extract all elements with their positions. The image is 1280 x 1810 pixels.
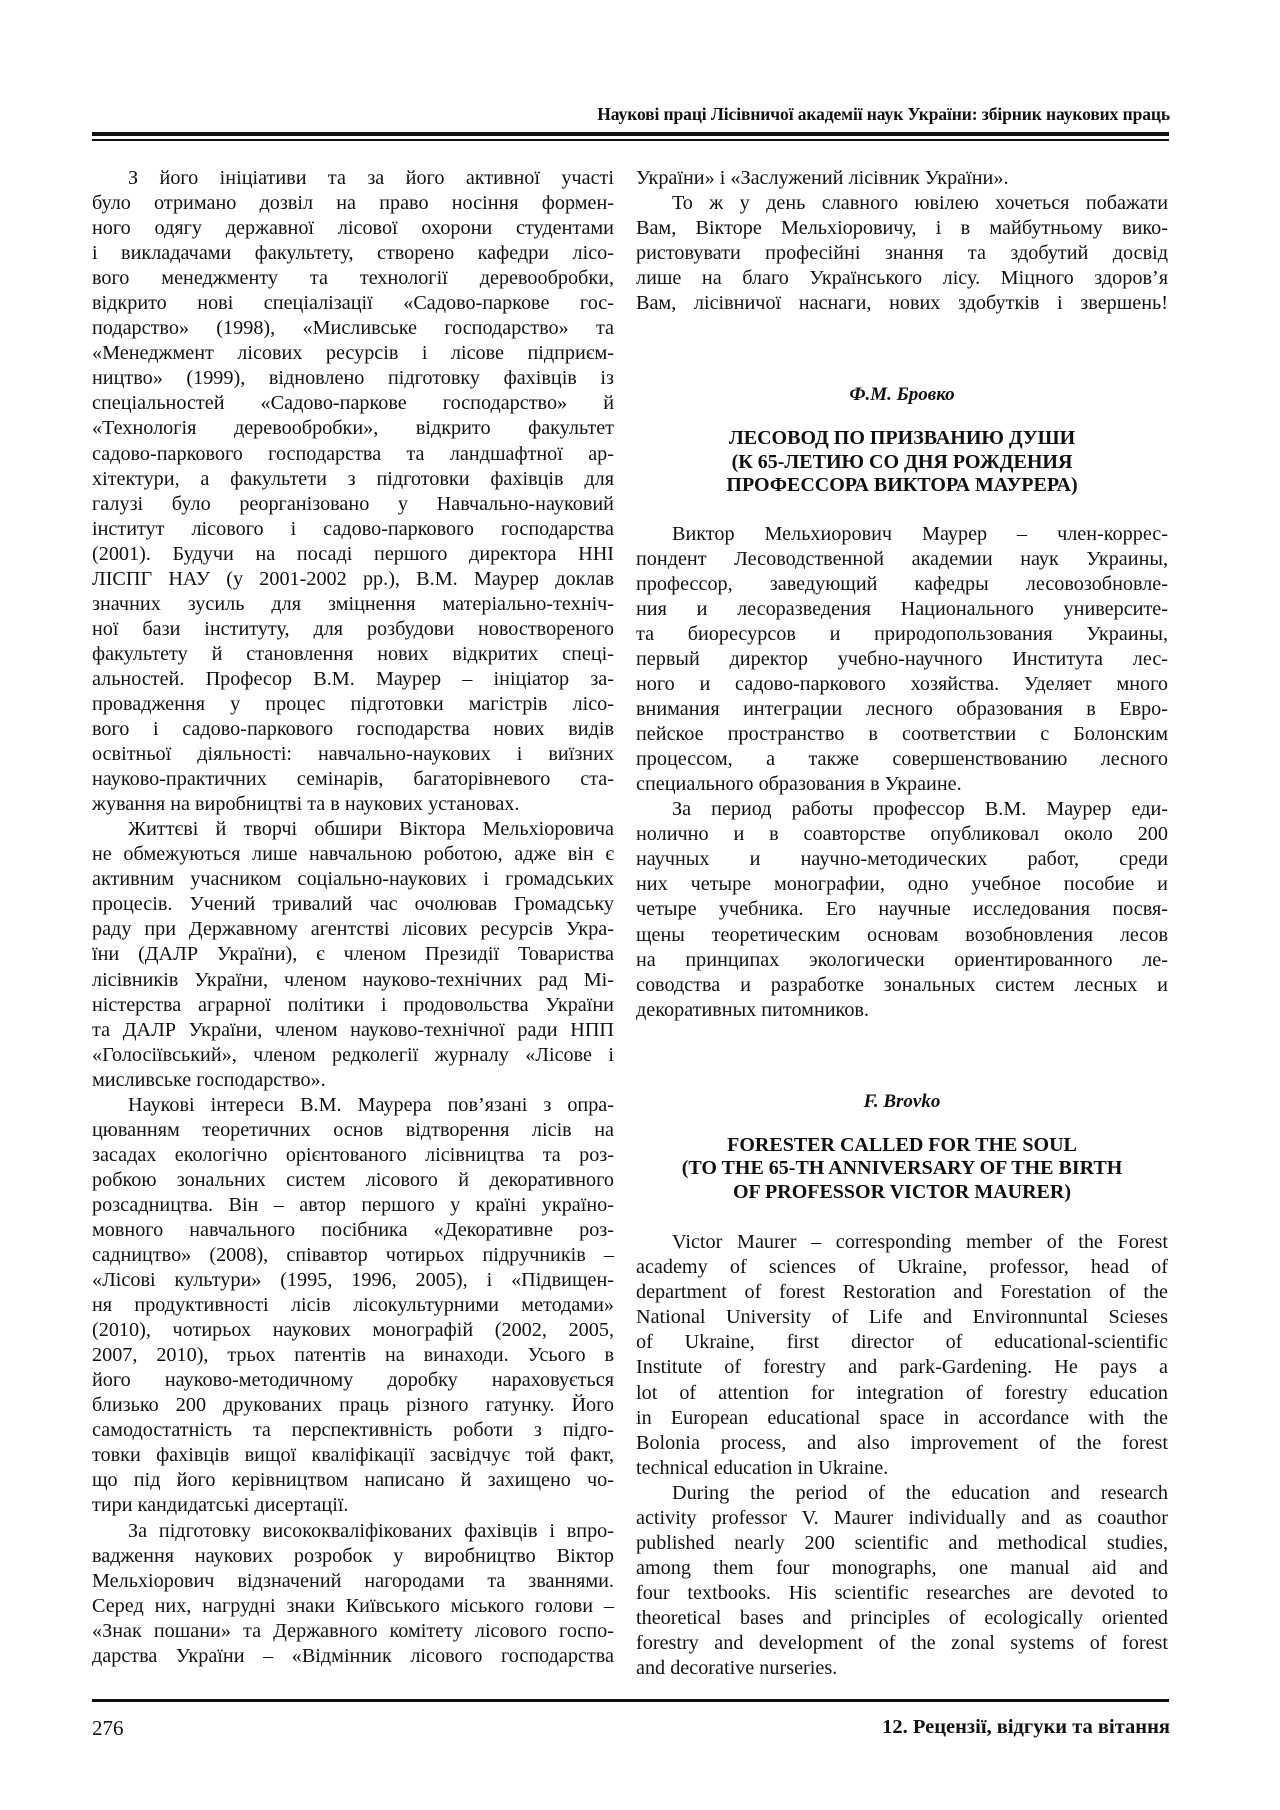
spacer <box>636 498 1168 522</box>
text-line: специального образования в Украине. <box>636 773 962 796</box>
header-rule-thin <box>92 139 1169 141</box>
text-line: інститут лісового і садово-паркового господарства <box>92 517 614 540</box>
text-line: Виктор Мельхиорович Маурер – член-коррес- <box>672 522 1168 545</box>
text-line: пондент Лесоводственной академии наук Украины, <box>636 547 1168 570</box>
text-line: самодостатність та перспективність роботи з підго- <box>92 1419 614 1442</box>
text-line: жування на виробництві та в наукових установах. <box>92 793 520 816</box>
left-column <box>92 166 614 1669</box>
text-line: Наукові інтереси В.М. Маурера пов’язані з опра- <box>128 1093 614 1116</box>
text-line: вого і садово-паркового господарства нових видів <box>92 718 614 741</box>
text-line: ного и садово-паркового хозяйства. Уделяет много <box>636 673 1168 696</box>
text-line: National University of Life and Environnuntal Scieses <box>636 1306 1168 1329</box>
text-line: (2001). Будучи на посаді першого директора ННІ <box>92 542 614 565</box>
text-line: цюванням теоретичних основ відтворення лісів на <box>92 1118 614 1141</box>
text-line: of Ukraine, first director of educational-scientific <box>636 1331 1168 1354</box>
text-line: них четыре монографии, одно учебное пособие и <box>636 873 1168 896</box>
text-line: спеціальностей «Садово-паркове господарство» й <box>92 392 614 415</box>
text-line: альностей. Професор В.М. Маурер – ініціатор за- <box>92 667 614 690</box>
text-line: научных и научно-методических работ, среди <box>636 848 1168 871</box>
text-line: 2007, 2010), трьох патентів на винаходи. Усього в <box>92 1344 614 1367</box>
text-line: робкою зональних систем лісового й декоративного <box>92 1168 614 1191</box>
text-line: не обмежуються лише навчальною роботою, адже він є <box>92 843 614 866</box>
text-line: його науково-методичному доробку нараховується <box>92 1369 614 1392</box>
text-line: Вам, Вікторе Мельхіоровичу, і в майбутньому вико- <box>636 217 1168 240</box>
text-line: пейское пространство в соответствии с Болонским <box>636 723 1168 746</box>
text-line: активним учасником соціально-наукових і громадських <box>92 868 614 891</box>
page-number: 276 <box>92 1716 124 1740</box>
russian-title-line: ПРОФЕССОРА ВИКТОРА МАУРЕРА) <box>726 474 1078 497</box>
ukrainian-article-text <box>92 166 614 1669</box>
spacer <box>636 407 1168 427</box>
text-line: нолично и в соавторстве опубликовал около 200 <box>636 823 1168 846</box>
text-line: первый директор учебно-научного Института лес- <box>636 648 1168 671</box>
text-line: ністерства аграрної політики і продовольства України <box>92 993 614 1016</box>
text-line: що під його керівництвом написано й захищено чо- <box>92 1469 614 1492</box>
text-line: подарство» (1998), «Мисливське господарство» та <box>92 317 614 340</box>
text-line: вого менеджменту та технології деревообробки, <box>92 267 614 290</box>
text-line: forestry and development of the zonal systems of forest <box>636 1631 1168 1654</box>
text-line: «Технологія деревообробки», відкрито факультет <box>92 417 614 440</box>
text-line: Institute of forestry and park-Gardening. He pays a <box>636 1356 1168 1379</box>
text-line: факультету й становлення нових відкритих спеці- <box>92 642 614 665</box>
text-line: та ДАЛР України, членом науково-технічної ради НПП <box>92 1018 614 1041</box>
text-line: близько 200 друкованих праць різного гатунку. Його <box>92 1394 614 1417</box>
text-line: «Знак пошани» та Державного комітету лісового госпо- <box>92 1619 614 1642</box>
running-header-title: Наукові праці Лісівничої академії наук України: збірник наукових праць <box>597 104 1170 124</box>
text-line: ня продуктивності лісів лісокультурними методами» <box>92 1294 614 1317</box>
text-line: вадження наукових розробок у виробництво Віктор <box>92 1544 614 1567</box>
russian-title-line: ЛЕСОВОД ПО ПРИЗВАНИЮ ДУШИ <box>728 427 1076 450</box>
text-line: лісівників України, членом науково-технічних рад Мі- <box>92 968 614 991</box>
text-line: Серед них, нагрудні знаки Київського міського голови – <box>92 1594 614 1617</box>
text-line: було отримано дозвіл на право носіння формен- <box>92 192 614 215</box>
text-line: профессор, заведующий кафедры лесовозобновле- <box>636 572 1168 595</box>
english-title <box>636 1134 1168 1205</box>
text-line: хітектури, а факультети з підготовки фахівців для <box>92 467 614 490</box>
english-title-line: OF PROFESSOR VICTOR MAURER) <box>733 1180 1071 1203</box>
text-line: ристовувати професійні знання та здобутий досвід <box>636 242 1168 265</box>
text-line: Вам, лісівничої наснаги, нових здобутків і звершень! <box>636 292 1168 315</box>
text-line: Victor Maurer – corresponding member of the Forest <box>672 1231 1168 1254</box>
english-author: F. Brovko <box>863 1090 941 1112</box>
text-line: науково-практичних семінарів, багаторівневого ста- <box>92 768 614 791</box>
text-line: щены теоретическим основам возобновления лесов <box>636 923 1168 946</box>
section-title: 12. Рецензії, відгуки та вітання <box>882 1716 1170 1738</box>
text-line: published nearly 200 scientific and methodical studies, <box>636 1531 1168 1554</box>
text-line: садництво» (2008), співавтор чотирьох підручників – <box>92 1244 614 1267</box>
header-rule-thick <box>92 132 1169 136</box>
text-line: and decorative nurseries. <box>636 1657 838 1680</box>
text-line: activity professor V. Maurer individually and as coauthor <box>636 1506 1168 1529</box>
english-abstract-text <box>636 1230 1168 1681</box>
text-line: lot of attention for integration of forestry education <box>636 1381 1168 1404</box>
text-line: тири кандидатські дисертації. <box>92 1494 349 1517</box>
text-line: внимания интеграции лесного образования в Евро- <box>636 698 1168 721</box>
spacer <box>636 1023 1168 1089</box>
text-line: четыре учебника. Его научные исследования посвя- <box>636 898 1168 921</box>
text-line: ництво» (1999), відновлено підготовку фахівців із <box>92 367 614 390</box>
text-line: дарства України – «Відмінник лісового господарства <box>92 1644 614 1667</box>
text-line: During the period of the education and research <box>672 1481 1168 1504</box>
text-line: процессом, а также совершенствованию лесного <box>636 748 1168 771</box>
text-line: academy of sciences of Ukraine, professor, head of <box>636 1256 1168 1279</box>
english-title-line: FORESTER CALLED FOR THE SOUL <box>727 1133 1077 1156</box>
text-line: декоративных питомников. <box>636 998 870 1021</box>
text-line: (2010), чотирьох наукових монографій (2002, 2005, <box>92 1319 614 1342</box>
text-line: на принципах экологически ориентированного ле- <box>636 948 1168 971</box>
text-line: ния и лесоразведения Национального университе- <box>636 597 1168 620</box>
spacer <box>636 316 1168 382</box>
text-line: Життєві й творчі обшири Віктора Мельхіоровича <box>128 818 614 841</box>
text-line: department of forest Restoration and Forestation of the <box>636 1281 1168 1304</box>
spacer <box>636 1114 1168 1134</box>
text-line: in European educational space in accordance with the <box>636 1406 1168 1429</box>
text-line: мисливське господарство». <box>92 1068 326 1091</box>
text-line: засадах екологічно орієнтованого лісівництва та роз- <box>92 1143 614 1166</box>
russian-title-line: (К 65-ЛЕТИЮ СО ДНЯ РОЖДЕНИЯ <box>731 450 1073 473</box>
text-line: і викладачами факультету, створено кафедри лісо- <box>92 242 614 265</box>
text-line: відкрито нові спеціалізації «Садово-паркове гос- <box>92 292 614 315</box>
text-line: Мельхіорович відзначений нагородами та званнями. <box>92 1569 614 1592</box>
text-line: То ж у день славного ювілею хочеться побажати <box>672 192 1168 215</box>
text-line: мовного навчального посібника «Декоративне роз- <box>92 1218 614 1241</box>
text-line: соводства и разработке зональных систем лесных и <box>636 973 1168 996</box>
text-line: України» і «Заслужений лісівник України». <box>636 167 1009 189</box>
text-line: among them four monographs, one manual aid and <box>636 1556 1168 1579</box>
text-line: З його ініціативи та за його активної участі <box>128 167 614 189</box>
text-line: «Менеджмент лісових ресурсів і лісове підприєм- <box>92 342 614 365</box>
text-line: процесів. Учений тривалий час очолював Громадську <box>92 893 614 916</box>
text-line: їни (ДАЛР України), є членом Президії Товариства <box>92 943 614 966</box>
text-line: освітньої діяльності: навчально-наукових і виїзних <box>92 743 614 766</box>
russian-title <box>636 427 1168 498</box>
spacer <box>636 1204 1168 1230</box>
russian-abstract-text <box>636 522 1168 1023</box>
text-line: провадження у процес підготовки магістрів лісо- <box>92 692 614 715</box>
text-line: садово-паркового господарства та ландшафтної ар- <box>92 442 614 465</box>
text-line: technical education in Ukraine. <box>636 1456 889 1479</box>
text-line: «Голосіївський», членом редколегії журналу «Лісове і <box>92 1043 614 1066</box>
text-line: значних зусиль для зміцнення матеріально-техніч- <box>92 592 614 615</box>
text-line: За период работы профессор В.М. Маурер еди- <box>672 798 1168 821</box>
text-line: та биоресурсов и природопользования Украины, <box>636 622 1168 645</box>
text-line: ного одягу державної лісової охорони студентами <box>92 217 614 240</box>
text-line: розсадництва. Він – автор першого у країні україно- <box>92 1193 614 1216</box>
russian-author: Ф.М. Бровко <box>849 384 955 406</box>
text-line: ЛІСПГ НАУ (у 2001-2002 рр.), В.М. Маурер доклав <box>92 567 614 590</box>
text-line: four textbooks. His scientific researches are devoted to <box>636 1581 1168 1604</box>
english-title-line: (TO THE 65-TH ANNIVERSARY OF THE BIRTH <box>681 1157 1123 1180</box>
text-line: За підготовку висококваліфікованих фахівців і впро- <box>128 1519 614 1542</box>
footer-rule <box>92 1699 1169 1702</box>
text-line: «Лісові культури» (1995, 1996, 2005), і «Підвищен- <box>92 1269 614 1292</box>
text-line: theoretical bases and principles of ecologically oriented <box>636 1606 1168 1629</box>
text-line: ної бази інституту, для розбудови новоствореного <box>92 617 614 640</box>
ukrainian-article-continuation <box>636 166 1168 316</box>
text-line: раду при Державному агентстві лісових ресурсів Укра- <box>92 918 614 941</box>
text-line: товки фахівців вищої кваліфікації засвідчує той факт, <box>92 1444 614 1467</box>
right-column <box>636 166 1168 1681</box>
text-line: галузі було реорганізовано у Навчально-науковий <box>92 492 614 515</box>
text-line: лише на благо Українського лісу. Міцного здоров’я <box>636 267 1168 290</box>
text-line: Bolonia process, and also improvement of the forest <box>636 1431 1168 1454</box>
